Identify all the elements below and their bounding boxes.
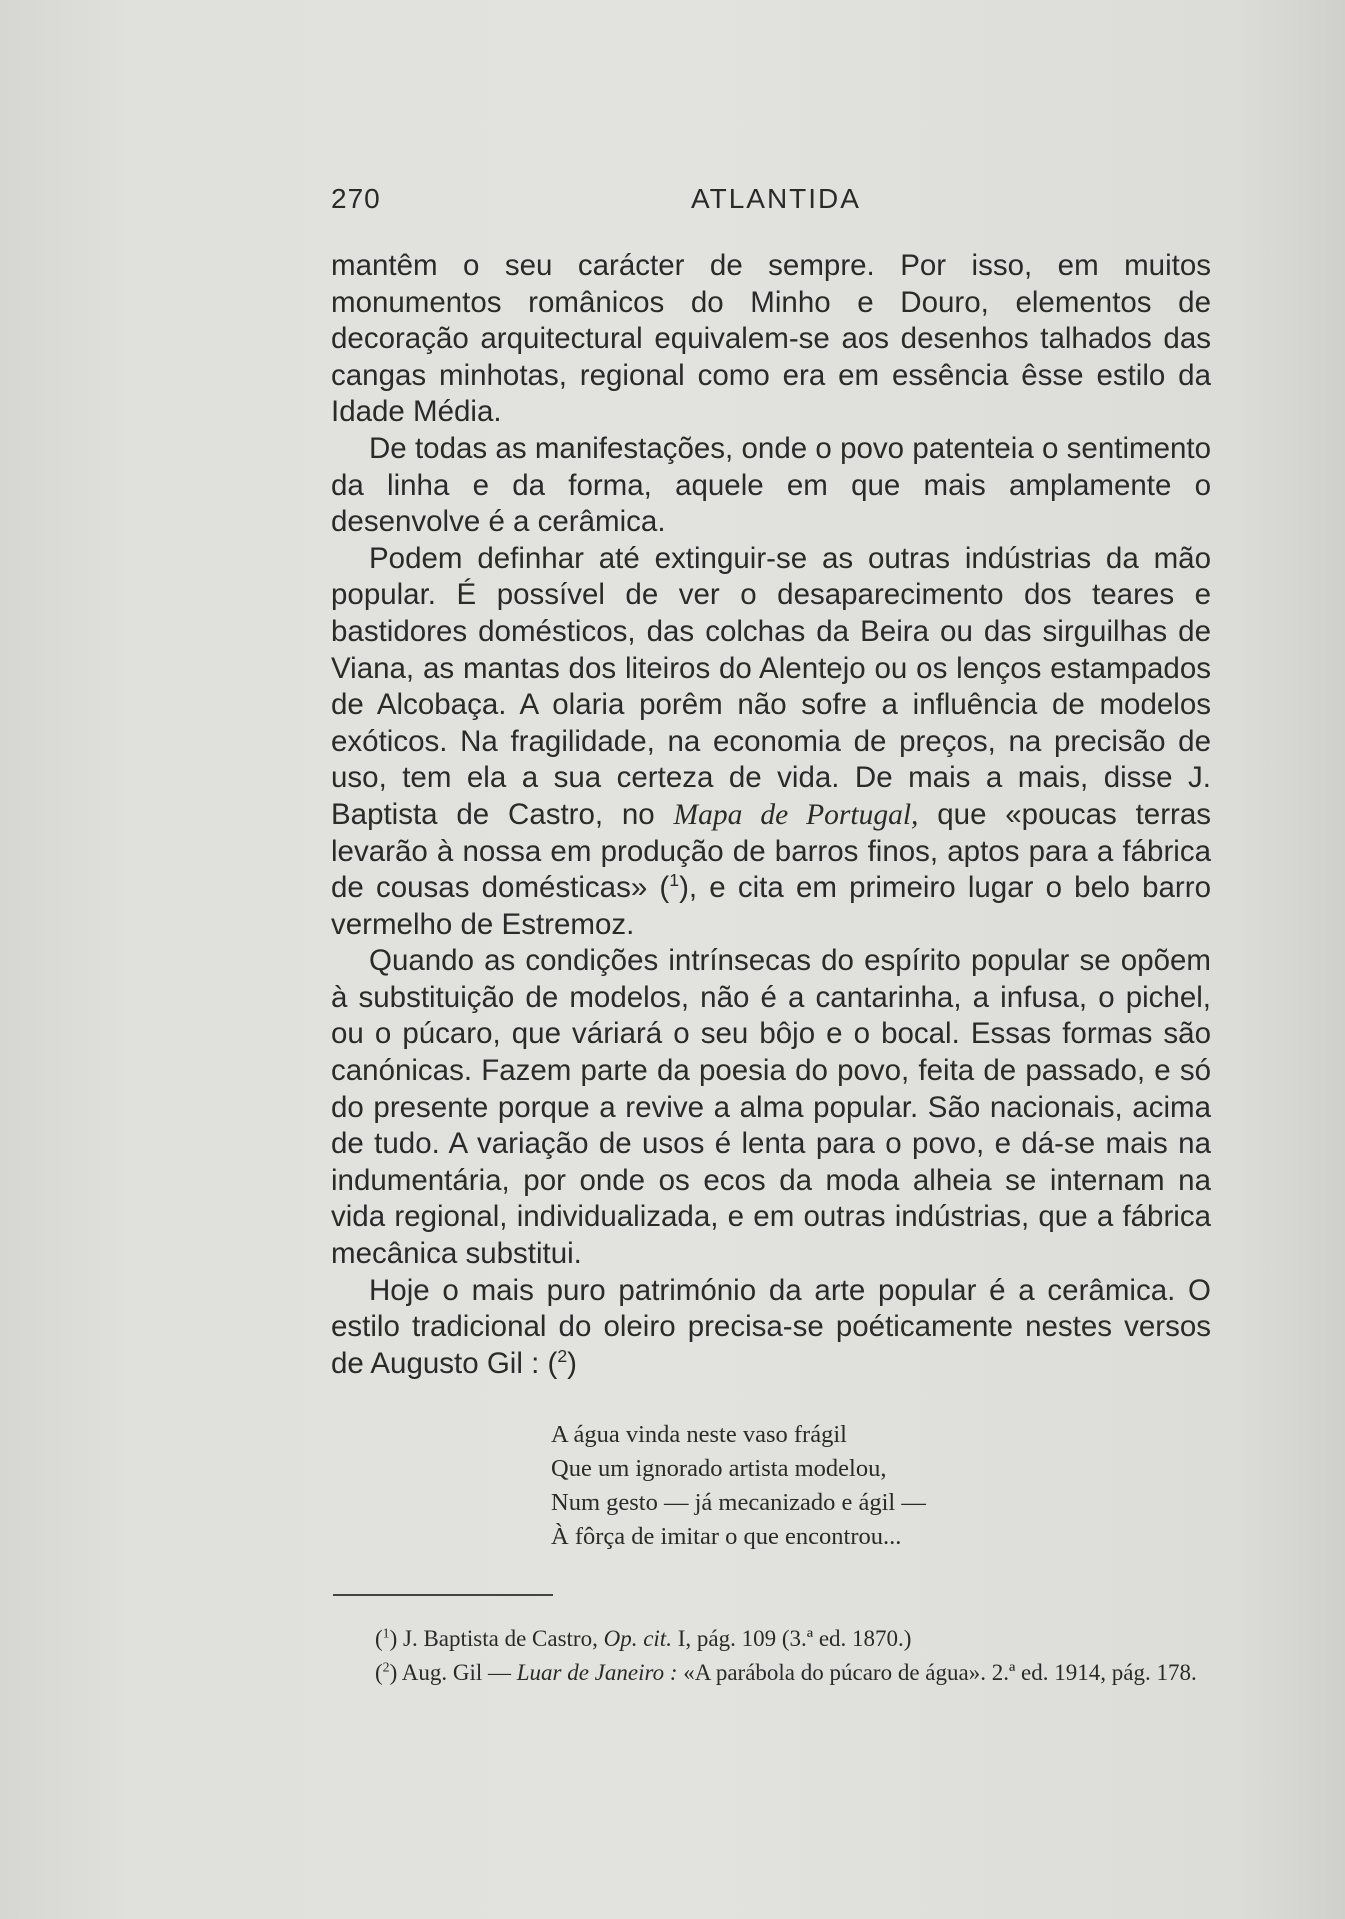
- poem-line: À fôrça de imitar o que encontrou...: [551, 1523, 902, 1550]
- footnote-text: Aug. Gil —: [401, 1660, 511, 1685]
- body-text: [331, 248, 1211, 1382]
- paragraph-text: , e cita em primeiro lugar o belo barro vermelho de Estremoz.: [331, 871, 1211, 941]
- running-title: ATLANTIDA: [691, 183, 861, 214]
- paragraph: Podem definhar até extinguir-se as outras indústrias da mão popular. É possível de ver o desaparecimento dos teares e bastidores domésticos, das colchas da Beira ou das sirguilhas de Viana, as mantas dos liteiros do Alentejo ou os lenços estampados de Alcobaça. A olaria porêm não sofre a influência de modelos exóticos. Na fragilidade, na economia de preços, na precisão de uso, tem ela a sua certeza de vida. De mais a mais, disse J. Baptista de Castro, no Mapa de Portugal, que «poucas terras levarão à nossa em produção de barros finos, aptos para a fábrica de cousas domésticas» ($^1$), e cita em primeiro lugar o belo barro vermelho de Estremoz.: [331, 541, 1212, 941]
- poem-line: A água vinda neste vaso frágil: [551, 1421, 847, 1448]
- footnote: ($^1$) J. Baptista de Castro, Op. cit. I, pág. 109 (3.ª ed. 1870.): [375, 1625, 912, 1651]
- footnote: ($^2$) Aug. Gil — Luar de Janeiro : «A parábola do púcaro de água». 2.ª ed. 1914, pág. 178.: [375, 1659, 1197, 1685]
- paragraph: [331, 943, 1211, 1272]
- footnote-mark: 1: [382, 1625, 390, 1641]
- paragraph-text: De todas as manifestações, onde o povo patenteia o sentimento da linha e da forma, aquele em que mais amplamente o desenvolve é a cerâmica.: [331, 431, 1211, 539]
- footnote-text: I, pág. 109 (3.ª ed. 1870.): [677, 1626, 912, 1651]
- footnote-italic: Op. cit.: [603, 1626, 672, 1651]
- book-title-italic: Mapa de Portugal,: [673, 798, 919, 831]
- footnote-divider: [333, 1594, 553, 1596]
- paragraph-text: mantêm o seu carácter de sempre. Por isso, em muitos monumentos românicos do Minho e Douro, elementos de decoração arquitectural equivalem-se aos desenhos talhados das cangas minhotas, regional como era em essência êsse estilo da Idade Média.: [331, 249, 1211, 429]
- poem-line: Que um ignorado artista modelou,: [551, 1455, 887, 1482]
- paragraph: [331, 431, 1211, 541]
- poem-quote: [551, 1418, 926, 1554]
- paragraph-text: que «poucas terras levarão à nossa em produção de barros finos, aptos para a fábrica de cousas domésticas»: [331, 797, 1212, 905]
- footnote-mark: 2: [382, 1659, 390, 1675]
- footnote-text: «A parábola do púcaro de água». 2.ª ed. 1914, pág. 178.: [683, 1660, 1197, 1685]
- footnote-italic: Luar de Janeiro :: [516, 1660, 678, 1685]
- footnote-ref: 2: [557, 1345, 568, 1366]
- page-number: 270: [331, 183, 381, 214]
- paragraph-text: Quando as condições intrínsecas do espírito popular se opõem à substituição de modelos, não é a cantarinha, a infusa, o pichel, ou o púcaro, que váriará o seu bôjo e o bocal. Essas formas são canónicas. Fazem parte da poesia do povo, feita de passado, e só do presente porque a revive a alma popular. São nacionais, acima de tudo. A variação de usos é lenta para o povo, e dá-se mais na indumentária, por onde os ecos da moda alheia se internam na vida regional, individualizada, e em outras indústrias, que a fábrica mecânica substitui.: [331, 944, 1211, 1271]
- poem-line: Num gesto — já mecanizado e ágil —: [551, 1489, 926, 1516]
- footnote-text: J. Baptista de Castro,: [403, 1626, 598, 1651]
- paragraph: Hoje o mais puro património da arte popular é a cerâmica. O estilo tradicional do oleiro precisa-se poéticamente nestes versos de Augusto Gil : ($^2$): [331, 1273, 1211, 1380]
- footnote-ref: 1: [669, 870, 680, 891]
- paragraph-text: Hoje o mais puro património da arte popular é a cerâmica. O estilo tradicional do oleiro precisa-se poéticamente nestes versos de Augusto Gil :: [331, 1273, 1211, 1380]
- paragraph-text: Podem definhar até extinguir-se as outras indústrias da mão popular. É possível de ver o desaparecimento dos teares e bastidores domésticos, das colchas da Beira ou das sirguilhas de Viana, as mantas dos liteiros do Alentejo ou os lenços estampados de Alcobaça. A olaria porêm não sofre a influência de modelos exóticos. Na fragilidade, na economia de preços, na precisão de uso, tem ela a sua certeza de vida. De mais a mais, disse J. Baptista de Castro, no: [331, 541, 1211, 831]
- paragraph: [331, 248, 1211, 431]
- footnotes: [331, 1622, 1211, 1690]
